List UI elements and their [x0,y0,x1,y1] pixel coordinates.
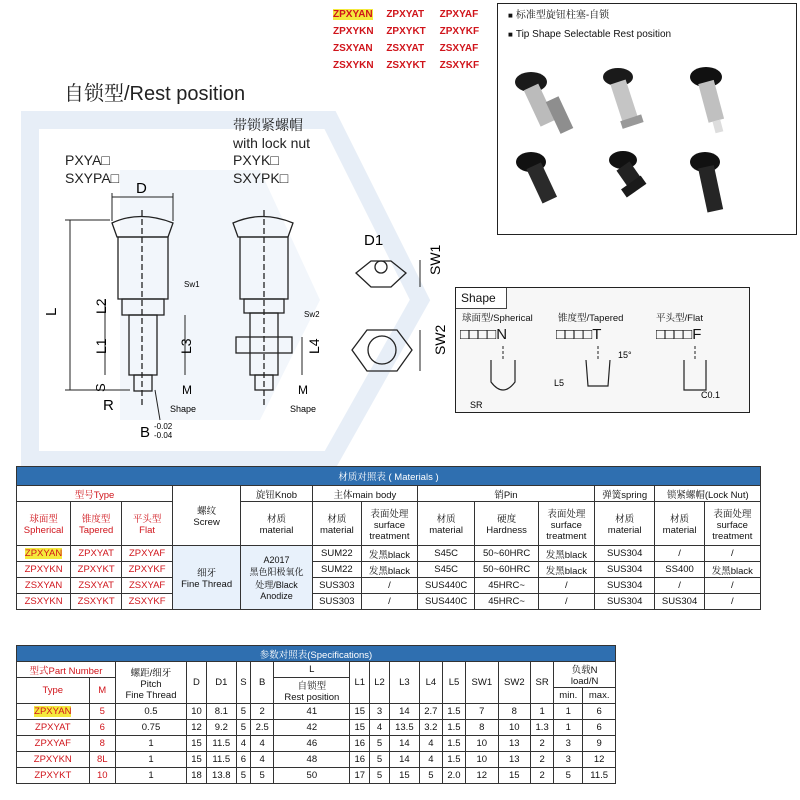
shape-label-left: Shape [170,404,197,414]
cell: ZPXYAT [17,720,90,736]
table-row [17,594,761,610]
cell: 45HRC~ [475,594,538,610]
table-row [17,546,761,562]
dim-Sw2: Sw2 [304,310,320,319]
cell: 发黑black [361,546,417,562]
cell: 48 [274,752,350,768]
code: ZSXYAF [439,43,479,54]
cell: 15 [389,768,419,784]
cell: SUS304 [594,562,655,578]
cell: 1 [115,736,186,752]
code: ZPXYAT [386,9,425,20]
sub-spherical: 球面型 Spherical [17,502,71,546]
plunger-photo [603,68,644,129]
specifications-table [16,645,616,784]
with-lock-en: with lock nut [233,135,311,151]
cell: 6 [583,720,616,736]
code: ZSXYAT [386,43,425,54]
cell: 发黑black [704,562,760,578]
cell: 0.5 [115,704,186,720]
cell: 12 [187,720,207,736]
cell: ZPXYKT [17,768,90,784]
shape-legend-box [455,287,750,413]
cell: 发黑black [538,546,594,562]
cell: 9.2 [206,720,236,736]
cell: ZPXYAF [122,546,173,562]
tip-shape-drawings [456,346,749,410]
label-tapered: 锥度型/Tapered [558,313,624,324]
cell: ZPXYKT [71,562,122,578]
code-spherical: □□□□N [460,326,508,343]
cell: 10 [466,736,499,752]
cell: 5 [419,768,442,784]
code: ZSXYAN [333,43,373,54]
cell: / [655,578,704,594]
plunger-drawing-right [233,210,293,405]
cell: ZPXYAT [71,546,122,562]
sub-tapered: 锥度型 Tapered [71,502,122,546]
sub-material: 材质 material [594,502,655,546]
col-L2: L2 [370,662,390,704]
cell: 13 [498,752,531,768]
cell: 4 [419,752,442,768]
cell: 17 [350,768,370,784]
cell: 5 [554,768,583,784]
cell: 15 [350,720,370,736]
product-photos [498,52,794,232]
cell: 14 [389,704,419,720]
col-D: D [187,662,207,704]
cell: / [704,578,760,594]
sub-hardness: 硬度 Hardness [475,502,538,546]
body-header: 主体main body [312,486,417,502]
knob-value: A2017 黑色阳极氧化 处理/Black Anodize [241,546,313,610]
cell: 2 [251,704,274,720]
cell: 13.8 [206,768,236,784]
load-min: min. [554,688,583,704]
pin-header: 销Pin [417,486,594,502]
cell: 50 [274,768,350,784]
table-row [17,752,616,768]
cell: 2.0 [442,768,465,784]
screw-value: 细牙 Fine Thread [173,546,241,610]
cell: 发黑black [361,562,417,578]
knob-header: 旋钮Knob [241,486,313,502]
left-code-2: SXYPA□ [65,170,120,186]
cell: 10 [89,768,115,784]
cell: 5 [370,752,390,768]
cell: ZSXYKN [17,594,71,610]
dim-R: R [103,397,114,414]
cell: ZPXYAN [24,548,63,559]
cell: 1 [554,704,583,720]
label-spherical: 球面型/Spherical [462,313,533,324]
dim-B: B [140,424,151,441]
cell: / [704,594,760,610]
cell: ZPXYKN [17,562,71,578]
dim-SW2: SW2 [432,324,448,355]
shape-label-right: Shape [290,404,317,414]
cell: SUS304 [594,546,655,562]
sub-surface: 表面处理 surface treatment [704,502,760,546]
cell: 4 [370,720,390,736]
type-header: 型号Type [17,486,173,502]
cell: ZPXYKF [122,562,173,578]
cell: SUS440C [417,594,474,610]
col-L: L [274,662,350,678]
right-code-1: PXYK□ [233,152,279,168]
cell: SUS303 [312,578,361,594]
cell: 2.5 [251,720,274,736]
dim-S: S [93,383,108,392]
plunger-photo [516,152,557,204]
cell: 2 [531,768,554,784]
cell: / [361,594,417,610]
cell: ZSXYAF [122,578,173,594]
cell: S45C [417,546,474,562]
plunger-drawing-left [112,210,173,405]
code: ZSXYKF [439,60,480,71]
cell: 50~60HRC [475,546,538,562]
col-SW1: SW1 [466,662,499,704]
cell: 13.5 [389,720,419,736]
dim-D1: D1 [364,232,384,249]
hex-nut-small [356,261,406,287]
tip-sr: SR [470,400,483,410]
cell: 5 [370,768,390,784]
cell: 2 [531,752,554,768]
cell: 1.5 [442,720,465,736]
pitch-header: 螺距/细牙 Pitch Fine Thread [115,662,186,704]
cell: 3.2 [419,720,442,736]
cell: SUS303 [312,594,361,610]
load-max: max. [583,688,616,704]
cell: SUS304 [655,594,704,610]
cell: 8 [466,720,499,736]
caption-cn: 标准型旋钮柱塞-自锁 [515,10,610,21]
cell [17,704,90,720]
code-flat: □□□□F [656,326,702,343]
sub-surface: 表面处理 surface treatment [538,502,594,546]
plunger-photo [690,67,724,133]
cell: 41 [274,704,350,720]
dim-L: L [43,307,60,316]
cell: 15 [187,736,207,752]
cell: 11.5 [583,768,616,784]
cell: 16 [350,736,370,752]
cell: / [538,578,594,594]
code: ZPXYKN [333,26,374,37]
cell: 14 [389,752,419,768]
tip-chamfer: C0.1 [701,390,721,400]
technical-drawing [40,175,450,445]
cell: S45C [417,562,474,578]
code: ZPXYKT [386,26,426,37]
dim-Sw1: Sw1 [184,280,200,289]
cell: 50~60HRC [475,562,538,578]
cell: 18 [187,768,207,784]
cell: 12 [583,752,616,768]
table-row [17,768,616,784]
cell: SUS440C [417,578,474,594]
code: ZSXYKN [333,60,374,71]
cell: 14 [389,736,419,752]
cell: ZSXYKT [71,594,122,610]
cell: 42 [274,720,350,736]
table-row [17,562,761,578]
cell: 1 [554,720,583,736]
dim-M-left: M [182,383,192,397]
cell: 2 [531,736,554,752]
specs-title: 参数对照表(Specifications) [17,646,616,662]
cell: / [538,594,594,610]
col-B: B [251,662,274,704]
cell: 8L [89,752,115,768]
cell: 1 [115,752,186,768]
sub-material: 材质 material [312,502,361,546]
cell: 0.75 [115,720,186,736]
cell: 4 [251,752,274,768]
code-hl: ZPXYAN [333,9,373,20]
type-code-grid [333,6,493,74]
cell: 5 [236,720,250,736]
plunger-photo [690,152,723,212]
cell: ZSXYKF [122,594,173,610]
cell: 3 [554,736,583,752]
cell: SUS304 [594,594,655,610]
dim-SW1: SW1 [427,244,443,275]
code-tapered: □□□□T [556,326,602,343]
cell: 发黑black [538,562,594,578]
label-flat: 平头型/Flat [656,313,703,324]
cell: 7 [466,704,499,720]
table-row [17,736,616,752]
caption-en: Tip Shape Selectable Rest position [515,29,672,40]
cell: 15 [350,704,370,720]
dim-B-tol2: -0.04 [154,431,173,440]
cell: 11.5 [206,736,236,752]
dim-L1: L1 [93,338,109,354]
cell: 16 [350,752,370,768]
cell: 15 [187,752,207,768]
cell: 9 [583,736,616,752]
cell: ZPXYKN [17,752,90,768]
col-D1: D1 [206,662,236,704]
col-L5: L5 [442,662,465,704]
cell: 4 [251,736,274,752]
cell: 2.7 [419,704,442,720]
cell: 1 [115,768,186,784]
cell: SUM22 [312,562,361,578]
cell: 8.1 [206,704,236,720]
cell: 1.5 [442,736,465,752]
materials-table [16,466,761,610]
sub-material: 材质 material [241,502,313,546]
dim-L2: L2 [93,298,109,314]
spec-rows [17,704,616,784]
sub-material: 材质 material [417,502,474,546]
code: ZPXYAF [439,9,479,20]
cell: 1.5 [442,704,465,720]
cell: / [704,546,760,562]
hex-nut-large [352,330,412,371]
cell: 5 [370,736,390,752]
cell-highlight: ZPXYAN [34,706,72,717]
screw-header: 螺纹 Screw [173,486,241,546]
cell: ZSXYAN [17,578,71,594]
cell: 4 [419,736,442,752]
cell: 45HRC~ [475,578,538,594]
cell: 6 [583,704,616,720]
cell: 3 [370,704,390,720]
spring-header: 弹簧spring [594,486,655,502]
cell: 10 [187,704,207,720]
l-sub: 自锁型 Rest position [274,678,350,704]
sub-material: 材质 material [655,502,704,546]
cell: 1.5 [442,752,465,768]
cell: 3 [554,752,583,768]
sub-flat: 平头型 Flat [122,502,173,546]
table-row [17,578,761,594]
cell: 5 [89,704,115,720]
code: ZPXYKF [439,26,480,37]
cell: 13 [498,736,531,752]
cell: 5 [251,768,274,784]
plunger-photo [515,72,573,134]
plunger-photo [609,151,646,198]
cell: 6 [89,720,115,736]
cell: / [361,578,417,594]
product-photo-panel: ■ 标准型旋钮柱塞-自锁 ■ Tip Shape Selectable Rest position [497,3,797,235]
cell: 10 [498,720,531,736]
cell: SS400 [655,562,704,578]
right-code-2: SXYPK□ [233,170,289,186]
left-code-1: PXYA□ [65,152,110,168]
tip-l5: L5 [554,378,565,388]
cell: 11.5 [206,752,236,768]
materials-title: 材质对照表 ( Materials ) [17,467,761,486]
cell: 1 [531,704,554,720]
table-row [17,720,616,736]
cell: SUM22 [312,546,361,562]
cell: 15 [498,768,531,784]
dim-B-tol: -0.02 [154,422,173,431]
locknut-header: 锁紧螺帽(Lock Nut) [655,486,761,502]
cell: 4 [236,736,250,752]
col-L3: L3 [389,662,419,704]
cell: 5 [236,704,250,720]
cell: ZSXYAT [71,578,122,594]
shape-title: Shape [456,288,507,309]
dim-M-right: M [298,383,308,397]
cell: 46 [274,736,350,752]
part-number-header: 型式Part Number [17,662,116,678]
dim-D: D [136,180,147,197]
col-SR: SR [531,662,554,704]
col-L1: L1 [350,662,370,704]
dim-L3: L3 [178,338,194,354]
load-header: 负载N load/N [554,662,616,688]
with-lock-cn: 带锁紧螺帽 [233,117,303,133]
cell: 6 [236,752,250,768]
cell: ZPXYAF [17,736,90,752]
col-S: S [236,662,250,704]
code: ZSXYKT [386,60,426,71]
cell: 1.3 [531,720,554,736]
type-col: Type [17,678,90,704]
cell: SUS304 [594,578,655,594]
col-SW2: SW2 [498,662,531,704]
cell: 10 [466,752,499,768]
m-col: M [89,678,115,704]
cell: 12 [466,768,499,784]
drawing-title: 自锁型/Rest position [64,83,246,105]
tip-angle: 15° [618,350,632,360]
table-row [17,704,616,720]
cell: / [655,546,704,562]
col-L4: L4 [419,662,442,704]
dim-L4: L4 [306,338,322,354]
cell: 8 [498,704,531,720]
cell: 8 [89,736,115,752]
cell: 5 [236,768,250,784]
sub-surface: 表面处理 surface treatment [361,502,417,546]
